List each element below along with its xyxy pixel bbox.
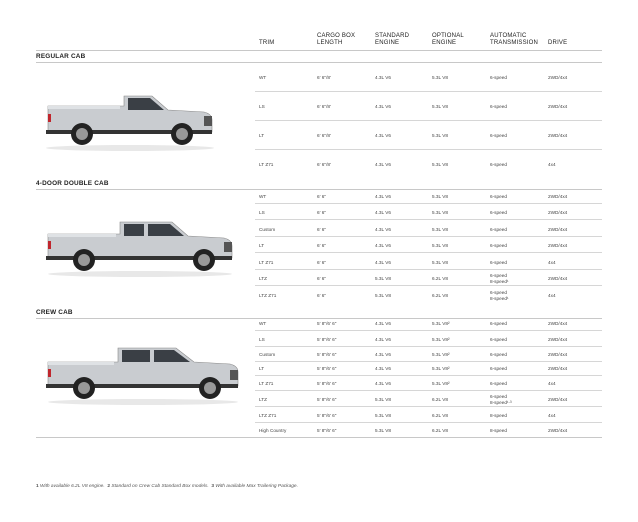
cell-trans: 6-speed <box>490 194 507 199</box>
section-rule <box>36 62 602 63</box>
cell-std: 4.3L V6 <box>375 352 391 357</box>
header-cargo-line1: CARGO BOX <box>317 33 356 39</box>
cell-opt: 5.3L V8 <box>432 162 448 167</box>
cell-cargo: 5' 8"/6' 6" <box>317 397 337 402</box>
cell-opt: 5.3L V8² <box>432 352 450 357</box>
cell-trans-line1: 6-speed <box>490 273 507 278</box>
cell-trim: LS <box>259 104 265 109</box>
cell-trans: 6-speed <box>490 352 507 357</box>
cell-trim: WT <box>259 321 267 326</box>
cell-drive: 2WD/4x4 <box>548 104 568 109</box>
section-rule <box>36 318 602 319</box>
cell-trans-line2: 8-speed¹ <box>490 295 509 301</box>
cell-drive: 2WD/4x4 <box>548 337 568 342</box>
cell-drive: 2WD/4x4 <box>548 210 568 215</box>
header-drive: DRIVE <box>548 40 568 46</box>
cell-drive: 2WD/4x4 <box>548 397 568 402</box>
header-cargo <box>317 33 355 47</box>
header-opt-line1: OPTIONAL <box>432 33 464 39</box>
header-trans-line2: TRANSMISSION <box>490 40 539 46</box>
footnote-2-number: 2 <box>107 484 111 489</box>
cell-opt: 5.3L V8² <box>432 321 450 326</box>
cell-cargo: 6' 6" <box>317 243 327 248</box>
cell-trim: LT Z71 <box>259 162 274 167</box>
cell-cargo: 6' 6" <box>317 194 327 199</box>
cell-opt: 5.3L V8² <box>432 381 450 386</box>
header-std-line2: ENGINE <box>375 40 400 46</box>
cell-cargo: 6' 6" <box>317 260 327 265</box>
footnote-1-number: 1 <box>36 484 39 489</box>
cell-opt: 5.3L V8 <box>432 133 448 138</box>
cell-trans: 6-speed <box>490 227 507 232</box>
cell-opt: 5.3L V8 <box>432 243 448 248</box>
cell-trim: LT <box>259 366 265 371</box>
cell-trans: 8-speed <box>490 428 507 433</box>
crew-cab-truck-image <box>44 340 242 406</box>
footnote-3-text: With available Max Trailering Package. <box>215 484 298 489</box>
cell-std: 4.3L V6 <box>375 210 391 215</box>
cell-cargo: 5' 8"/6' 6" <box>317 321 337 326</box>
cell-cargo: 5' 8"/6' 6" <box>317 337 337 342</box>
cell-cargo: 6' 6" <box>317 293 327 298</box>
cell-drive: 2WD/4x4 <box>548 243 568 248</box>
footnote-3-number: 3 <box>211 484 215 489</box>
cell-trim: Custom <box>259 352 276 357</box>
row-separator <box>255 203 602 204</box>
cell-trans: 6-speed <box>490 162 507 167</box>
cell-opt: 5.3L V8² <box>432 337 450 342</box>
cell-std: 4.3L V6 <box>375 133 391 138</box>
cell-trans: 6-speed <box>490 133 507 138</box>
row-separator <box>255 375 602 376</box>
cell-opt: 5.3L V8 <box>432 260 448 265</box>
header-std-line1: STANDARD <box>375 33 410 39</box>
section-title-regular-cab: REGULAR CAB <box>36 53 86 60</box>
row-separator <box>255 285 602 286</box>
cell-cargo: 5' 8"/6' 6" <box>317 428 337 433</box>
cell-std: 4.3L V6 <box>375 162 391 167</box>
cell-trans <box>490 394 512 405</box>
row-separator <box>255 346 602 347</box>
cell-trans: 6-speed <box>490 260 507 265</box>
cell-drive: 2WD/4x4 <box>548 133 568 138</box>
cell-trim: WT <box>259 194 267 199</box>
section-rule <box>36 189 602 190</box>
cell-trim: WT <box>259 75 267 80</box>
cell-drive: 4x4 <box>548 293 556 298</box>
cell-opt: 5.3L V8 <box>432 75 448 80</box>
row-separator <box>255 236 602 237</box>
footnote-2-text: Standard on Crew Cab Standard Box models. <box>111 484 209 489</box>
row-separator <box>255 390 602 391</box>
cell-cargo: 5' 8"/6' 6" <box>317 381 337 386</box>
header-rule <box>36 50 602 51</box>
cell-trim: LTZ Z71 <box>259 413 277 418</box>
cell-drive: 2WD/4x4 <box>548 276 568 281</box>
cell-std: 4.3L V6 <box>375 227 391 232</box>
cell-trans-line1: 6-speed <box>490 290 507 295</box>
cell-trans: 6-speed <box>490 366 507 371</box>
cell-std: 4.3L V6 <box>375 194 391 199</box>
row-separator <box>255 91 602 92</box>
cell-trans: 6-speed <box>490 243 507 248</box>
row-separator <box>255 406 602 407</box>
header-transmission <box>490 33 538 47</box>
cell-trans: 6-speed <box>490 381 507 386</box>
cell-trim: LT Z71 <box>259 260 274 265</box>
cell-opt: 5.3L V8² <box>432 366 450 371</box>
cell-drive: 2WD/4x4 <box>548 428 568 433</box>
cell-std: 4.3L V6 <box>375 366 391 371</box>
cell-cargo: 6' 6" <box>317 227 327 232</box>
cell-trim: Custom <box>259 227 276 232</box>
cell-cargo: 6' 6"/8' <box>317 162 331 167</box>
cell-opt: 5.3L V8 <box>432 210 448 215</box>
cell-trans-line1: 6-speed <box>490 394 507 399</box>
cell-std: 5.3L V8 <box>375 428 391 433</box>
cell-cargo: 6' 6" <box>317 276 327 281</box>
cell-trans-line2: 8-speed¹ <box>490 278 509 284</box>
row-separator <box>255 252 602 253</box>
header-std-engine <box>375 33 409 47</box>
cell-drive: 4x4 <box>548 413 556 418</box>
cell-opt: 6.2L V8 <box>432 293 448 298</box>
cell-std: 4.3L V6 <box>375 381 391 386</box>
cell-cargo: 6' 6"/8' <box>317 133 331 138</box>
section-title-crew-cab: CREW CAB <box>36 309 73 316</box>
cell-trans: 6-speed <box>490 75 507 80</box>
cell-drive: 4x4 <box>548 260 556 265</box>
cell-std: 4.3L V6 <box>375 104 391 109</box>
header-cargo-line2: LENGTH <box>317 40 343 46</box>
cell-std: 4.3L V6 <box>375 260 391 265</box>
cell-drive: 2WD/4x4 <box>548 321 568 326</box>
cell-opt: 5.3L V8 <box>432 104 448 109</box>
cell-drive: 2WD/4x4 <box>548 75 568 80</box>
cell-cargo: 6' 6"/8' <box>317 104 331 109</box>
row-separator <box>255 361 602 362</box>
cell-std: 5.3L V8 <box>375 293 391 298</box>
cell-trim: LT Z71 <box>259 381 274 386</box>
section-title-double-cab: 4-DOOR DOUBLE CAB <box>36 180 109 187</box>
cell-cargo: 5' 8"/6' 6" <box>317 413 337 418</box>
row-separator <box>255 219 602 220</box>
cell-trans: 6-speed <box>490 337 507 342</box>
header-trim: TRIM <box>259 40 275 46</box>
cell-drive: 2WD/4x4 <box>548 352 568 357</box>
table-bottom-rule <box>36 437 602 438</box>
double-cab-truck-image <box>44 214 236 278</box>
row-separator <box>255 269 602 270</box>
cell-std: 4.3L V6 <box>375 321 391 326</box>
cell-drive: 4x4 <box>548 381 556 386</box>
cell-opt: 6.2L V8 <box>432 276 448 281</box>
cell-opt: 5.3L V8 <box>432 194 448 199</box>
footnotes <box>36 484 298 489</box>
cell-std: 5.3L V8 <box>375 413 391 418</box>
footnote-1-text: With available 6.2L V8 engine. <box>40 484 105 489</box>
regular-cab-truck-image <box>44 88 216 152</box>
cell-trim: LTZ <box>259 397 267 402</box>
row-separator <box>255 422 602 423</box>
cell-drive: 2WD/4x4 <box>548 227 568 232</box>
cell-trim: LTZ <box>259 276 267 281</box>
cell-std: 4.3L V6 <box>375 337 391 342</box>
cell-opt: 6.2L V8 <box>432 428 448 433</box>
cell-std: 4.3L V6 <box>375 243 391 248</box>
cell-trans <box>490 273 509 284</box>
cell-trans: 6-speed <box>490 321 507 326</box>
cell-cargo: 6' 6"/8' <box>317 75 331 80</box>
cell-drive: 2WD/4x4 <box>548 194 568 199</box>
cell-drive: 4x4 <box>548 162 556 167</box>
row-separator <box>255 330 602 331</box>
row-separator <box>255 149 602 150</box>
cell-opt: 5.3L V8 <box>432 227 448 232</box>
cell-trim: LS <box>259 210 265 215</box>
row-separator <box>255 120 602 121</box>
cell-cargo: 5' 8"/6' 6" <box>317 366 337 371</box>
cell-drive: 2WD/4x4 <box>548 366 568 371</box>
cell-trans: 8-speed <box>490 413 507 418</box>
cell-trans <box>490 290 509 301</box>
cell-trans: 6-speed <box>490 210 507 215</box>
header-opt-engine <box>432 33 464 47</box>
cell-opt: 6.2L V8 <box>432 397 448 402</box>
cell-cargo: 6' 6" <box>317 210 327 215</box>
cell-trim: LTZ Z71 <box>259 293 277 298</box>
cell-std: 5.3L V8 <box>375 276 391 281</box>
cell-trim: LS <box>259 337 265 342</box>
cell-std: 4.3L V6 <box>375 75 391 80</box>
cell-std: 5.3L V8 <box>375 397 391 402</box>
header-trans-line1: AUTOMATIC <box>490 33 527 39</box>
cell-trim: LT <box>259 243 265 248</box>
cell-opt: 6.2L V8 <box>432 413 448 418</box>
cell-trans-line2: 8-speed¹·³ <box>490 399 512 405</box>
header-opt-line2: ENGINE <box>432 40 457 46</box>
cell-trim: LT <box>259 133 265 138</box>
cell-trim: High Country <box>259 428 287 433</box>
cell-cargo: 5' 8"/6' 6" <box>317 352 337 357</box>
cell-trans: 6-speed <box>490 104 507 109</box>
